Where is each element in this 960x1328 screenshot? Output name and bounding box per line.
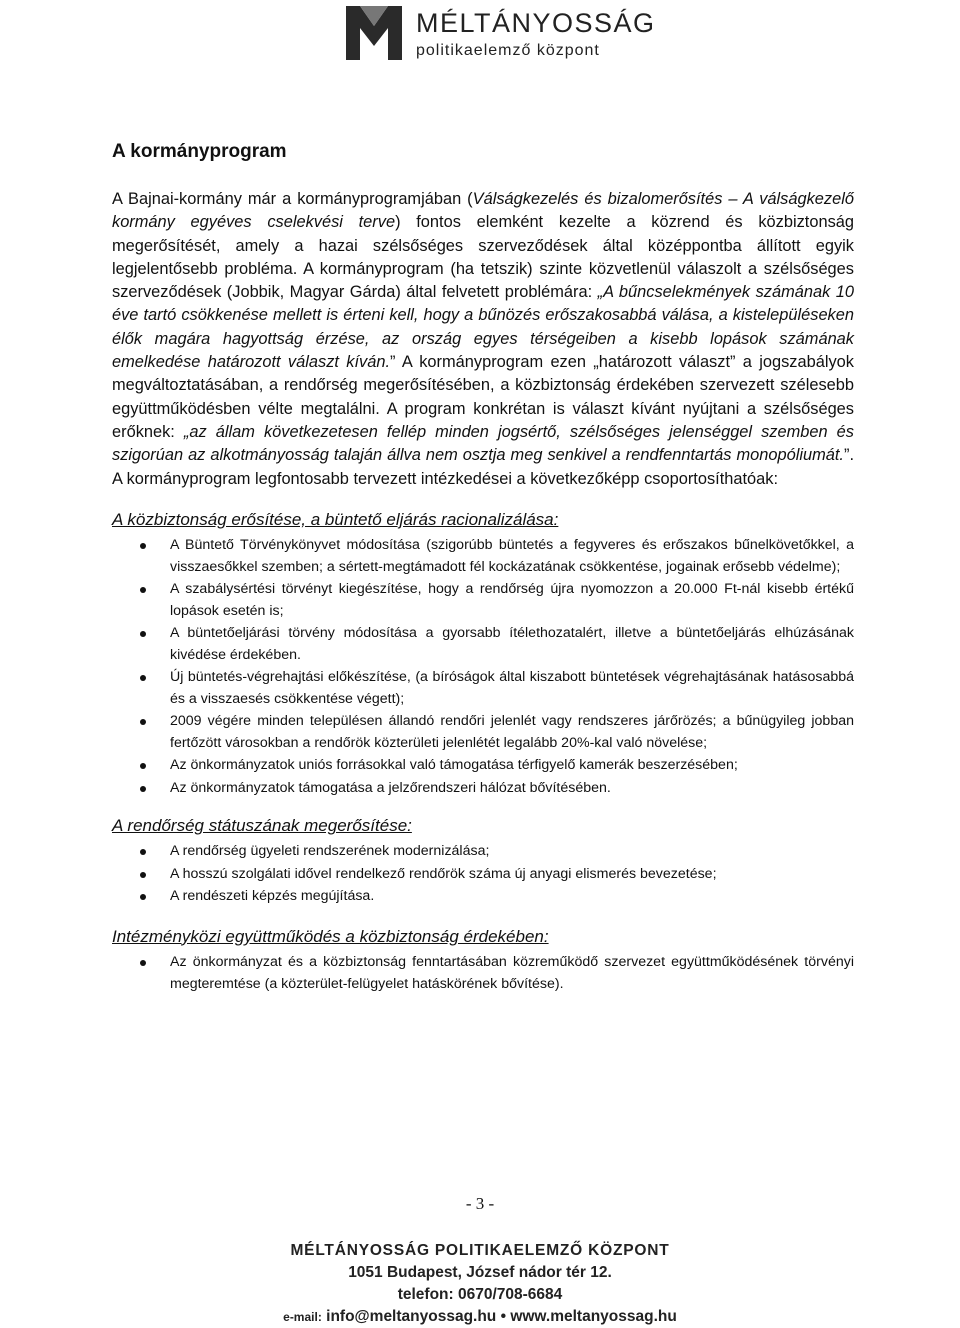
list-item bbox=[112, 711, 854, 755]
logo-name: MÉLTÁNYOSSÁG bbox=[416, 8, 656, 38]
list-item-text: Az önkormányzatok uniós forrásokkal való támogatása térfigyelő kamerák beszerzésében; bbox=[170, 757, 738, 774]
page-number: - 3 - bbox=[465, 1194, 495, 1213]
intro-text-3: ” A kormányprogram ezen „határozott választ” a jogszabályok megváltoztatásában, a rendőrség megerősítésében, a közbiztonság érdekében szervezett szélesebb együttműködésben vélte megtalálni. A program konkrétan is választ kívánt nyújtani a szélsőséges erőknek: bbox=[112, 353, 854, 441]
list-item-text: A rendőrség ügyeleti rendszerének modernizálása; bbox=[170, 843, 490, 860]
list-item-text: Az önkormányzat és a közbiztonság fenntartásában közreműködő szervezet együttműködésének törvényi megteremtése (a közterület-felügyelet hatáskörének bővítése). bbox=[170, 953, 854, 992]
list-item bbox=[112, 755, 854, 777]
list-item bbox=[112, 667, 854, 711]
section-title: A kormányprogram bbox=[112, 141, 287, 162]
intro-text-4: ”. A kormányprogram legfontosabb tervezett intézkedései a következőképp csoportosíthatóak: bbox=[112, 446, 854, 488]
heading-interagency: Intézményközi együttműködés a közbiztonság érdekében: bbox=[112, 926, 549, 946]
list-item-text: A szabálysértési törvényt kiegészítése, hogy a rendőrség újra nyomozzon a 20.000 Ft-nál kisebb értékű lopások esetén is; bbox=[170, 580, 854, 619]
bullet-icon bbox=[140, 849, 146, 855]
list-item-text: A hosszú szolgálati idővel rendelkező rendőrök száma új anyagi elismerés bevezetése; bbox=[170, 865, 717, 882]
list-item-text: A büntetőeljárási törvény módosítása a gyorsabb ítélethozatalért, illetve a büntetőeljárás elhúzásának kivédése érdekében. bbox=[170, 625, 854, 663]
list-item-text: A Büntető Törvénykönyvet módosítása (szigorúbb büntetés a fegyveres és erőszakos bűnelkövetőkkel, a visszaesőkkel szemben; a sértett-megtámadott fél kockázatának csökkentése, jogainak erősebb védelme); bbox=[170, 536, 854, 575]
list-interagency bbox=[112, 952, 854, 996]
intro-quote-1: „A bűncselekmények számának 10 éve tartó csökkenése mellett is érteni kell, hogy a bűnözés erőszakosabbá válása, a kistelepüléseken élők magára hagyottság érzése, az ország egyes térségeiben a kisebb lopások számának emelkedése határozott választ kíván. bbox=[112, 283, 855, 372]
heading-public-safety: A közbiztonság erősítése, a büntető eljárás racionalizálása: bbox=[112, 509, 559, 529]
list-item bbox=[112, 952, 854, 996]
list-item-text: Új büntetés-végrehajtási előkészítése, (a bíróságok által kiszabott büntetések végrehajtásának hatásosabbá és a visszaesés csökkentése végett); bbox=[170, 669, 854, 707]
footer-phone: telefon: 0670/708-6684 bbox=[397, 1286, 563, 1303]
bullet-icon bbox=[140, 960, 146, 966]
document-body bbox=[112, 140, 854, 996]
bullet-icon bbox=[140, 763, 146, 769]
bullet-icon bbox=[140, 587, 146, 593]
header-logo bbox=[346, 6, 656, 60]
intro-text-2: ) fontos elemként kezelte a közrend és közbiztonság megerősítését, amely a hazai szélsőséges szerveződések által középpontba állított egyik legjelentősebb probléma. A kormányprogram (ha tetszik) szinte közvetlenül válaszolt a szélsőséges szerveződések (Jobbik, Magyar Gárda) által felvetett problémára: bbox=[112, 213, 854, 302]
page-footer bbox=[0, 1240, 960, 1328]
footer-email-label: e-mail: bbox=[283, 1310, 322, 1324]
bullet-icon bbox=[140, 719, 146, 725]
bullet-icon bbox=[140, 631, 146, 637]
heading-police-status: A rendőrség státuszának megerősítése: bbox=[112, 816, 412, 836]
intro-text-1: A Bajnai-kormány már a kormányprogramjában ( bbox=[112, 190, 473, 208]
footer-address: 1051 Budapest, József nádor tér 12. bbox=[348, 1264, 612, 1281]
bullet-icon bbox=[140, 872, 146, 878]
footer-org-name: MÉLTÁNYOSSÁG POLITIKAELEMZŐ KÖZPONT bbox=[290, 1242, 670, 1259]
logo-mark-icon bbox=[346, 6, 402, 60]
list-item bbox=[112, 535, 854, 579]
bullet-icon bbox=[140, 894, 146, 900]
intro-quote-2: „az állam következetesen fellép minden jogsértő, szélsőséges jelenséggel szemben és szigorúan az alkotmányosság talaján állva nem osztja meg senkivel a rendfenntartás monopóliumát. bbox=[112, 422, 854, 465]
list-item bbox=[112, 864, 854, 886]
bullet-icon bbox=[140, 543, 146, 549]
bullet-icon bbox=[140, 786, 146, 792]
list-police-status bbox=[112, 841, 854, 907]
logo-subtitle: politikaelemző központ bbox=[416, 42, 600, 59]
intro-paragraph bbox=[112, 188, 854, 491]
list-item bbox=[112, 886, 854, 908]
list-item-text: 2009 végére minden településen állandó rendőri jelenlét vagy rendszeres járőrözés; a bűnügyileg jobban fertőzött városokban a rendőrök közterületi jelenlétét legalább 20%-kal való növelése; bbox=[170, 713, 854, 752]
intro-program-title: Válságkezelés és bizalomerősítés – A válságkezelő kormány egyéves cselekvési terve bbox=[112, 190, 854, 232]
list-public-safety bbox=[112, 535, 854, 800]
list-item bbox=[112, 841, 854, 863]
bullet-icon bbox=[140, 675, 146, 681]
list-item-text: Az önkormányzatok támogatása a jelzőrendszeri hálózat bővítésében. bbox=[170, 779, 611, 796]
list-item bbox=[112, 778, 854, 800]
list-item bbox=[112, 579, 854, 623]
list-item bbox=[112, 623, 854, 667]
list-item-text: A rendészeti képzés megújítása. bbox=[170, 888, 375, 905]
footer-contact-links[interactable]: info@meltanyossag.hu • www.meltanyossag.hu bbox=[326, 1308, 677, 1325]
